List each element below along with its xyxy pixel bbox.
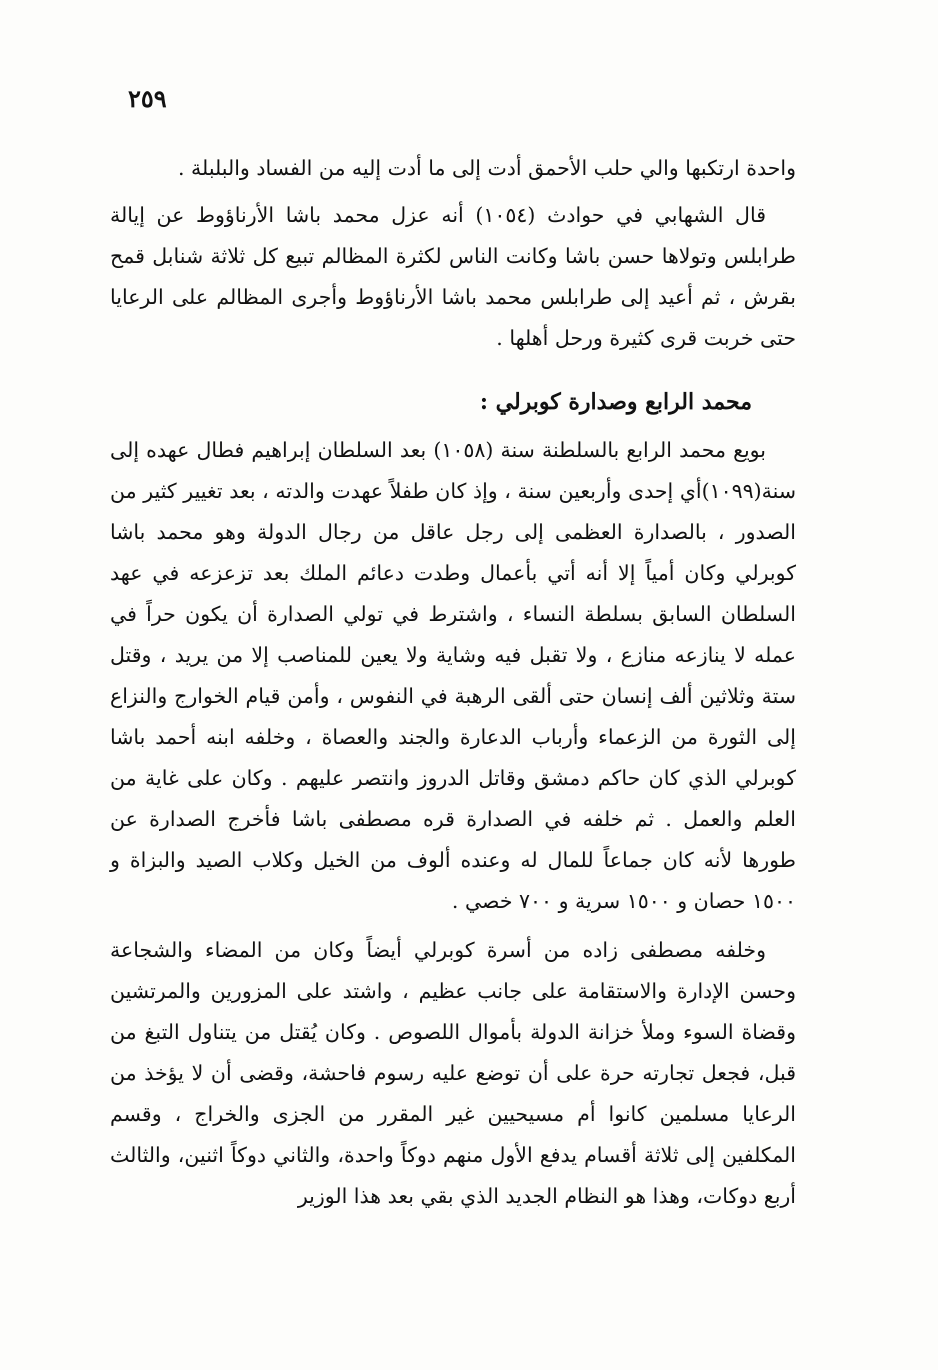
paragraph: قال الشهابي في حوادث (١٠٥٤) أنه عزل محمد باشا الأرناؤوط عن إيالة طرابلس وتولاها حسن باشا وكانت الناس لكثرة المظالم تبيع كل ثلاثة شنابل قمح بقرش ، ثم أعيد إلى طرابلس محمد باشا الأرناؤوط وأجرى المظالم على الرعايا حتى خربت قرى كثيرة ورحل أهلها . bbox=[110, 203, 796, 350]
page-number: ٢٥٩ bbox=[128, 84, 167, 113]
paragraph: واحدة ارتكبها والي حلب الأحمق أدت إلى ما أدت إليه من الفساد والبلبلة . bbox=[178, 156, 796, 180]
paragraph: بويع محمد الرابع بالسلطنة سنة (١٠٥٨) بعد السلطان إبراهيم فطال عهده إلى سنة(١٠٩٩)أي إحدى وأربعين سنة ، وإذ كان طفلاً عهدت والدته ، بعد تغيير كثير من الصدور ، بالصدارة العظمى إلى رجل عاقل من رجال الدولة وهو محمد باشا كوبرلي وكان أمياً إلا أنه أتي بأعمال وطدت دعائم الملك بعد تزعزعه في عهد السلطان السابق بسلطة النساء ، واشترط في تولي الصدارة أن يكون حراً في عمله لا ينازعه منازع ، ولا تقبل فيه وشاية ولا يعين للمناصب إلا من يريد ، وقتل ستة وثلاثين ألف إنسان حتى ألقى الرهبة في النفوس ، وأمن قيام الخوارج والنزاع إلى الثورة من الزعماء وأرباب الدعارة والجند والعصاة ، وخلفه ابنه أحمد باشا كوبرلي الذي كان حاكم دمشق وقاتل الدروز وانتصر عليهم . وكان على غاية من العلم والعمل . ثم خلفه في الصدارة قره مصطفى باشا فأخرج الصدارة عن طورها لأنه كان جماعاً للمال له وعنده ألوف من الخيل وكلاب الصيد والبزاة و ١٥٠٠ حصان و ١٥٠٠ سرية و ٧٠٠ خصي . bbox=[110, 438, 796, 913]
paragraph: وخلفه مصطفى زاده من أسرة كوبرلي أيضاً وكان من المضاء والشجاعة وحسن الإدارة والاستقامة على جانب عظيم ، واشتد على المزورين والمرتشين وقضاة السوء وملأ خزانة الدولة بأموال اللصوص . وكان يُقتل من يتناول التبغ من قبل، فجعل تجارته حرة على أن توضع عليه رسوم فاحشة، وقضى أن لا يؤخذ من الرعايا مسلمين كانوا أم مسيحيين غير المقرر من الجزى والخراج ، وقسم المكلفين إلى ثلاثة أقسام يدفع الأول منهم دوكاً واحدة، والثاني دوكاً اثنين، والثالث أربع دوكات، وهذا هو النظام الجديد الذي بقي بعد هذا الوزير bbox=[110, 938, 796, 1208]
top-text-block bbox=[110, 148, 796, 359]
section-heading: محمد الرابع وصدارة كوبرلي : bbox=[479, 389, 752, 415]
body-text-block bbox=[110, 430, 796, 1217]
